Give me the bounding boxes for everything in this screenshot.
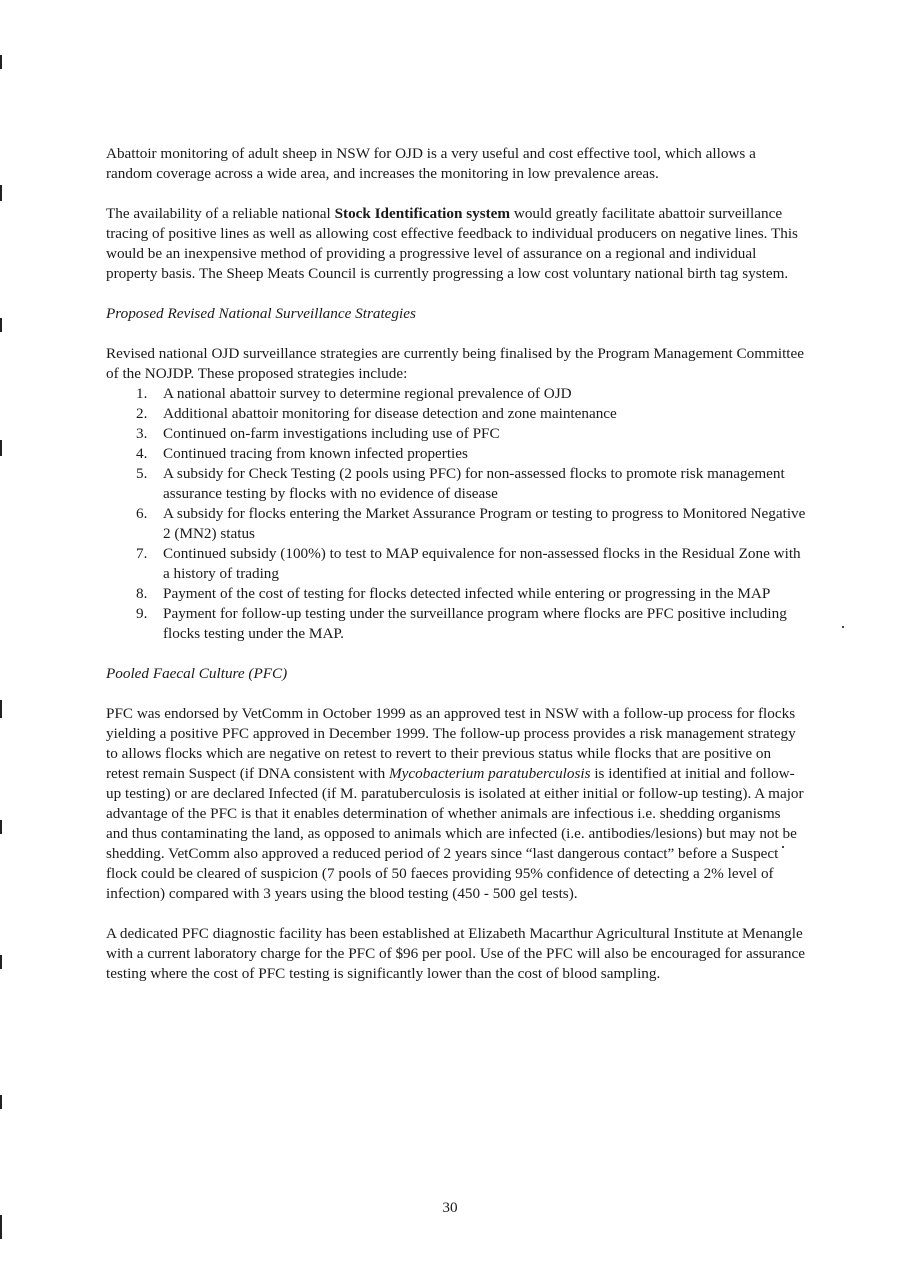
stock-id-text-end: would greatly facilitate abattoir surveillance tracing of positive lines as well as allowing cost effective feedback to individual producers on negative lines. This would be an inexpensive method of providing a progressive level of assurance on a regional and individual property basis. The Sheep Meats Council is currently progressing a low cost voluntary national birth tag system.	[106, 205, 798, 282]
list-item-number: 9.	[136, 605, 148, 622]
list-item	[106, 604, 806, 644]
pfc-heading: Pooled Faecal Culture (PFC)	[106, 665, 288, 682]
strategies-list	[106, 384, 806, 644]
list-item-number: 1.	[136, 385, 148, 402]
list-item	[106, 464, 806, 504]
strategies-heading: Proposed Revised National Surveillance Strategies	[106, 305, 416, 322]
scan-edge-mark	[0, 820, 2, 834]
list-item-text: Additional abattoir monitoring for disease detection and zone maintenance	[163, 405, 617, 422]
scan-speck	[842, 626, 844, 628]
list-item	[106, 424, 806, 444]
pfc-facility-paragraph: A dedicated PFC diagnostic facility has been established at Elizabeth Macarthur Agricultural Institute at Menangle with a current laboratory charge for the PFC of $96 per pool. Use of the PFC will also be encouraged for assurance testing where the cost of PFC testing is significantly lower than the cost of blood sampling.	[106, 925, 805, 982]
scan-edge-mark	[0, 440, 2, 456]
list-item	[106, 504, 806, 544]
pfc-paragraph	[106, 704, 806, 904]
list-item-number: 3.	[136, 425, 148, 442]
list-item-text: Continued on-farm investigations including use of PFC	[163, 425, 500, 442]
list-item-text: Continued tracing from known infected properties	[163, 445, 468, 462]
scan-edge-mark	[0, 1215, 2, 1239]
list-item-number: 7.	[136, 545, 148, 562]
stock-id-bold-term: Stock Identification system	[334, 205, 511, 222]
list-item-text: Payment of the cost of testing for flocks detected infected while entering or progressing in the MAP	[163, 585, 771, 602]
list-item-number: 5.	[136, 465, 148, 482]
list-item-text: Continued subsidy (100%) to test to MAP equivalence for non-assessed flocks in the Residual Zone with a history of trading	[163, 545, 801, 582]
abattoir-monitoring-paragraph: Abattoir monitoring of adult sheep in NSW for OJD is a very useful and cost effective tool, which allows a random coverage across a wide area, and increases the monitoring in low prevalence areas.	[106, 145, 756, 182]
page-number: 30	[442, 1199, 458, 1216]
scan-edge-mark	[0, 1095, 2, 1109]
list-item-number: 8.	[136, 585, 148, 602]
list-item	[106, 384, 806, 404]
pfc-text-start: PFC was endorsed by VetComm in October 1999 as an approved test in NSW with a follow-up process for flocks yielding a positive PFC approved in December 1999. The follow-up process provides a risk management strategy to allows flocks which are negative on retest to revert to their previous status while flocks that are positive on retest remain Suspect (if DNA consistent with	[106, 705, 796, 782]
list-item-number: 2.	[136, 405, 148, 422]
list-item	[106, 584, 806, 604]
scan-edge-mark	[0, 700, 2, 718]
list-item	[106, 404, 806, 424]
scan-edge-mark	[0, 55, 2, 69]
list-item-number: 6.	[136, 505, 148, 522]
scan-edge-mark	[0, 318, 2, 332]
pfc-italic-organism: Mycobacterium paratuberculosis	[389, 765, 591, 782]
scan-edge-mark	[0, 185, 2, 201]
list-item	[106, 544, 806, 584]
pfc-text-end: is identified at initial and follow-up testing) or are declared Infected (if M. paratuberculosis is isolated at either initial or follow-up testing). A major advantage of the PFC is that it enables determination of whether animals are infectious i.e. shedding organisms and thus contaminating the land, as opposed to animals which are infected (i.e. antibodies/lesions) but may not be shedding. VetComm also approved a reduced period of 2 years since “last dangerous contact” before a Suspect flock could be cleared of suspicion (7 pools of 50 faeces providing 95% confidence of detecting a 2% level of infection) compared with 3 years using the blood testing (450 - 500 gel tests).	[106, 765, 804, 902]
list-item-number: 4.	[136, 445, 148, 462]
list-item	[106, 444, 806, 464]
scan-edge-mark	[0, 955, 2, 969]
stock-identification-paragraph	[106, 204, 806, 284]
strategies-intro: Revised national OJD surveillance strategies are currently being finalised by the Program Management Committee of the NOJDP. These proposed strategies include:	[106, 345, 804, 382]
list-item-text: A subsidy for flocks entering the Market Assurance Program or testing to progress to Monitored Negative 2 (MN2) status	[163, 505, 806, 542]
document-page	[106, 144, 806, 1004]
stock-id-text-start: The availability of a reliable national	[106, 205, 335, 222]
list-item-text: A subsidy for Check Testing (2 pools using PFC) for non-assessed flocks to promote risk management assurance testing by flocks with no evidence of disease	[163, 465, 785, 502]
list-item-text: Payment for follow-up testing under the surveillance program where flocks are PFC positive including flocks testing under the MAP.	[163, 605, 787, 642]
list-item-text: A national abattoir survey to determine regional prevalence of OJD	[163, 385, 572, 402]
